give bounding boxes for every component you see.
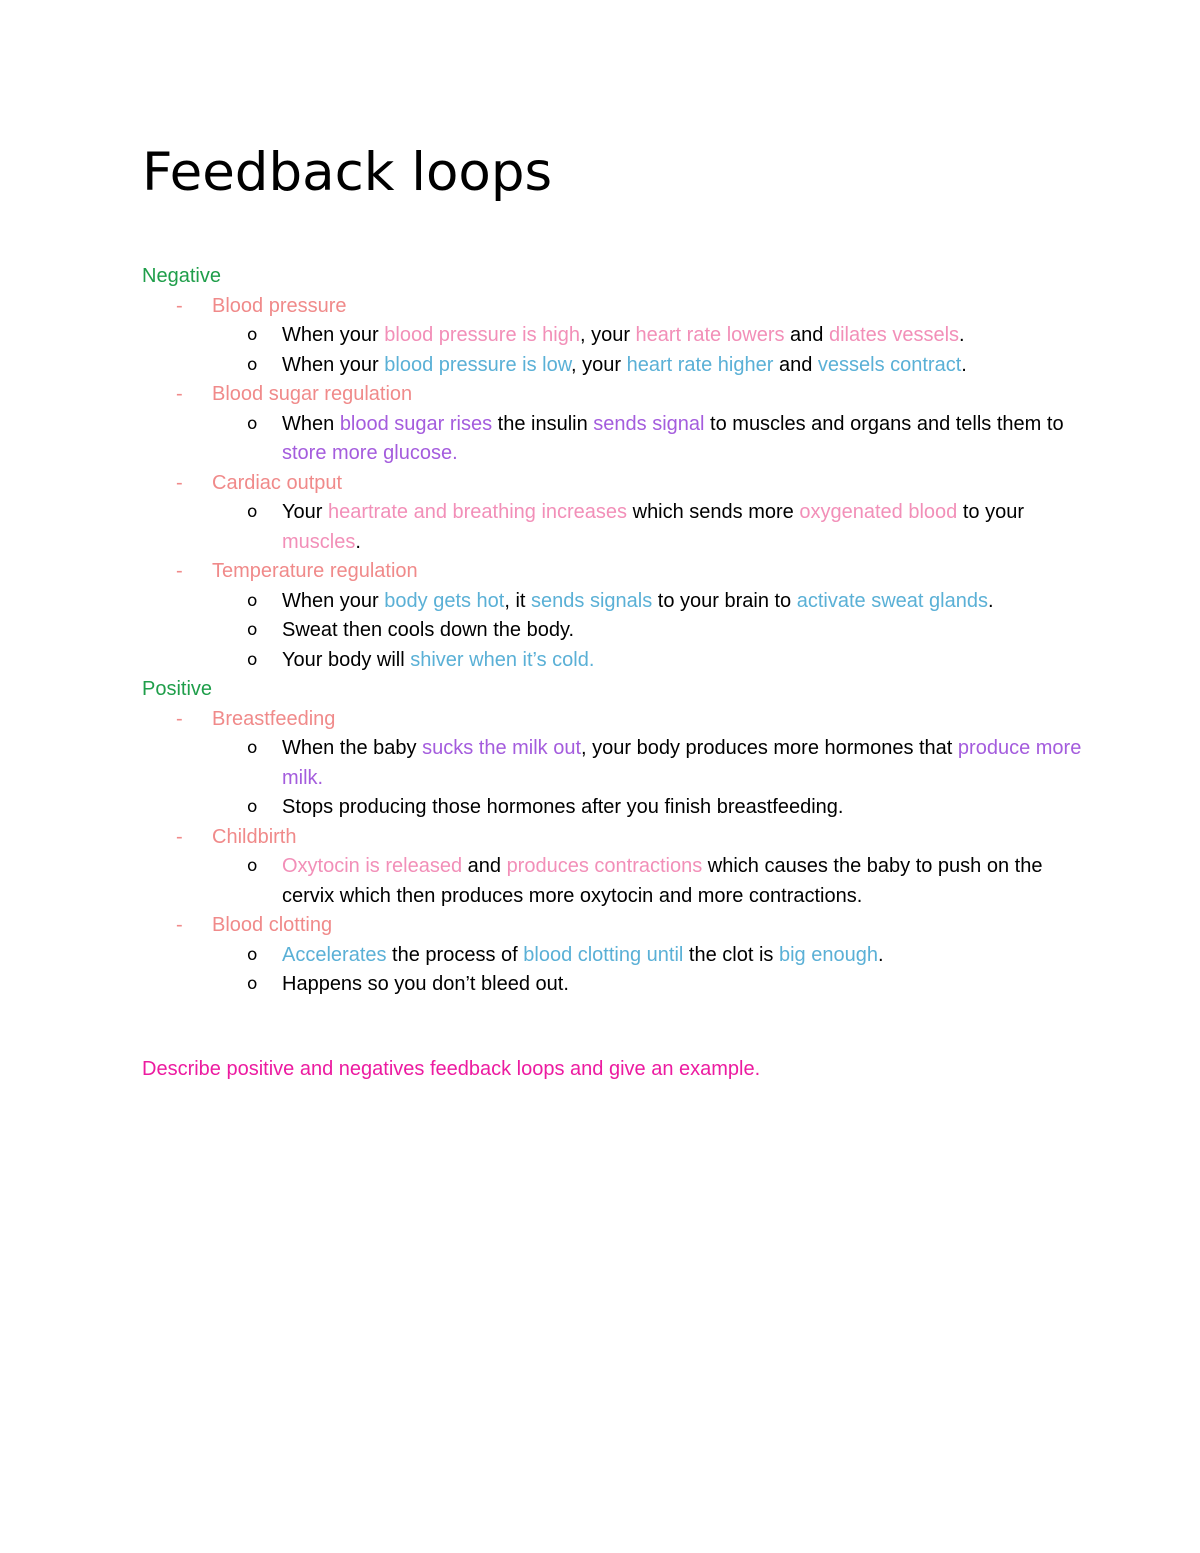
point-text: , your body produces more hormones that [581, 737, 958, 759]
topic-list-negative [142, 292, 1082, 676]
point-text: Sweat then cools down the body. [282, 619, 575, 641]
circle-bullet-icon: o [247, 502, 258, 522]
highlighted-text: produce more milk. [282, 737, 1082, 789]
topic-label: Childbirth [212, 825, 297, 848]
point-item [212, 970, 1082, 1000]
dash-bullet-icon: - [176, 825, 183, 848]
topic-label: Blood clotting [212, 914, 333, 936]
point-text: When your [282, 353, 385, 376]
highlighted-text: activate sweat glands [796, 589, 988, 612]
highlighted-text: vessels contract [817, 353, 962, 376]
highlighted-text: blood pressure is low [384, 353, 572, 376]
topic-item [142, 469, 1082, 558]
point-list [212, 852, 1082, 911]
topic-label: Blood sugar regulation [212, 383, 413, 405]
point-text: the process of [386, 943, 524, 966]
topic-label: Breastfeeding [212, 707, 336, 730]
circle-bullet-icon: o [247, 649, 258, 670]
highlighted-text: heartrate and breathing increases [327, 501, 628, 523]
point-text: When your [282, 589, 385, 612]
topic-item [142, 823, 1082, 912]
highlighted-text: dilates vessels [828, 324, 960, 346]
point-text: . [987, 589, 994, 612]
highlighted-text: blood pressure is high [384, 324, 580, 346]
highlighted-text: sucks the milk out [422, 737, 582, 759]
section-heading-negative: Negative [142, 265, 221, 287]
question-prompt: Describe positive and negatives feedback loops and give an example. [142, 1058, 761, 1080]
highlighted-text: sends signal [593, 412, 705, 435]
point-list [212, 587, 1082, 676]
circle-bullet-icon: o [247, 590, 258, 611]
circle-bullet-icon: o [247, 620, 258, 640]
point-text: Happens so you don’t bleed out. [282, 973, 569, 995]
point-list [212, 734, 1082, 823]
point-item [212, 587, 1082, 617]
point-text: and [784, 324, 829, 346]
point-list [212, 498, 1082, 557]
point-list [212, 321, 1082, 380]
point-text: which causes the baby to push on the cervix which then produces more oxytocin and more contractions. [282, 855, 1043, 907]
point-item [212, 321, 1082, 351]
point-text: When [282, 412, 340, 435]
point-text: . [961, 353, 967, 376]
highlighted-text: heart rate lowers [635, 324, 785, 346]
point-text: When the baby [282, 737, 423, 759]
point-item [212, 351, 1082, 381]
point-item [212, 852, 1082, 911]
topic-label: Blood pressure [212, 294, 347, 317]
dash-bullet-icon: - [176, 560, 183, 582]
point-text: the clot is [683, 943, 779, 966]
point-text: When your [282, 324, 385, 346]
circle-bullet-icon: o [247, 354, 258, 375]
dash-bullet-icon: - [176, 914, 183, 936]
point-text: , your [571, 353, 627, 376]
point-text: the insulin [492, 412, 594, 435]
highlighted-text: store more glucose. [282, 442, 458, 464]
topic-item [142, 292, 1082, 381]
highlighted-text: big enough [778, 943, 878, 966]
point-list [212, 941, 1082, 1000]
highlighted-text: sends signals [531, 589, 653, 612]
point-text: Your body will [282, 648, 411, 671]
circle-bullet-icon: o [247, 797, 258, 817]
point-item [212, 941, 1082, 971]
point-text: to your brain to [652, 589, 797, 612]
dash-bullet-icon: - [176, 707, 183, 730]
highlighted-text: produces contractions [506, 855, 703, 877]
section-heading-positive: Positive [142, 678, 213, 700]
topic-label: Cardiac output [212, 471, 343, 494]
topic-item [142, 557, 1082, 675]
highlighted-text: heart rate higher [626, 353, 774, 376]
point-item [212, 646, 1082, 676]
circle-bullet-icon: o [247, 944, 258, 965]
circle-bullet-icon: o [247, 413, 258, 434]
topic-item [142, 705, 1082, 823]
point-item [212, 498, 1082, 557]
point-item [212, 734, 1082, 793]
topic-label: Temperature regulation [212, 560, 418, 582]
highlighted-text: blood sugar rises [339, 412, 493, 435]
point-text: Your [282, 501, 328, 523]
topic-item [142, 380, 1082, 469]
dash-bullet-icon: - [176, 294, 183, 317]
highlighted-text: Accelerates [282, 943, 387, 966]
highlighted-text: oxygenated blood [799, 501, 958, 523]
circle-bullet-icon: o [247, 325, 258, 345]
point-text: to muscles and organs and tells them to [704, 412, 1064, 435]
point-text: and [773, 353, 818, 376]
topic-list-positive [142, 705, 1082, 1000]
point-text: . [355, 530, 361, 553]
point-item [212, 410, 1082, 469]
point-list [212, 410, 1082, 469]
point-text: which sends more [627, 501, 800, 523]
highlighted-text: Oxytocin is released [282, 855, 463, 877]
point-text: and [462, 855, 507, 877]
point-text: , your [579, 324, 636, 346]
point-text: Stops producing those hormones after you finish breastfeeding. [282, 796, 844, 818]
dash-bullet-icon: - [176, 383, 183, 405]
dash-bullet-icon: - [176, 471, 183, 494]
page-title: Feedback loops [142, 142, 553, 203]
point-item [212, 793, 1082, 823]
point-text: . [877, 943, 884, 966]
highlighted-text: body gets hot [384, 589, 505, 612]
circle-bullet-icon: o [247, 738, 258, 758]
topic-item [142, 911, 1082, 1000]
notes-body [142, 262, 1082, 1000]
point-text: , it [504, 589, 532, 612]
highlighted-text: muscles [282, 530, 356, 553]
point-text: . [959, 324, 965, 346]
point-item [212, 616, 1082, 646]
circle-bullet-icon: o [247, 856, 258, 876]
highlighted-text: blood clotting until [523, 943, 684, 966]
highlighted-text: shiver when it’s cold. [410, 648, 595, 671]
point-text: to your [957, 501, 1024, 523]
circle-bullet-icon: o [247, 974, 258, 994]
